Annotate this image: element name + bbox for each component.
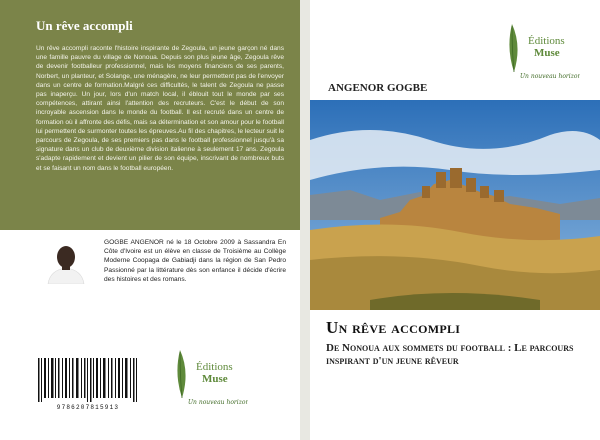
back-cover-summary: Un rêve accompli raconte l'histoire inspirante de Zegoula, un jeune garçon né dans une famille pauvre du village de Nonoua. Depuis son plus jeune âge, Zegoula rêve de devenir footballeur professionnel, mais les moyens financiers de ses parents, Norbert, un planteur, et Solange, une ménagère, ne leur permettent pas de l'envoyer dans un centre de formation.Malgré ces difficultés, le talent de Zegoula ne passe pas inaperçu. Un jour, lors d'un match local, il éblouit tout le monde par ses compétences, attirant ainsi l'attention des recruteurs. C'est le début de son incroyable ascension dans le monde du football. Il est recruté dans un centre de formation où il affronte des défis, mais sa détermination et son amour pour le football lui permettent de surmonter toutes les épreuves.Au fil des chapitres, le lecteur suit le parcours de Zegoula, de ses premiers pas dans le football professionnel jusqu'à sa signature dans un club de deuxième division italienne à seulement 17 ans. Zegoula s'adapte rapidement et devient un pilier de son équipe, inscrivant de nombreux buts et se faisant un nom dans le football européen. [36,45,284,172]
author-photo [36,240,96,284]
publisher-name-line2: Muse [534,47,560,59]
cover-photo [310,100,600,310]
publisher-name-line2: Muse [202,373,228,385]
publisher-name-line1: Éditions [196,361,233,373]
author-bio: GOGBE ANGENOR né le 18 Octobre 2009 à Sassandra En Côte d'Ivoire est un élève en classe de Troisième au Collège Moderne Coopaga de Gabiadji dans la région de San Pedro Passionné par la littérature dès son enfance il décide d'écrire des histoires et des romans. [104,239,286,283]
spine [300,0,310,440]
front-subtitle: De Nonoua aux sommets du football : Le parcours inspirant d'un jeune rêveur [326,342,574,367]
front-author-name: ANGENOR GOGBE [328,82,428,94]
back-cover-title: Un rêve accompli [36,18,133,33]
publisher-logo-front [500,14,580,84]
publisher-name-line1: Éditions [528,35,565,47]
publisher-tagline: Un nouveau horizon! [520,73,580,80]
publisher-logo-back [168,340,248,410]
barcode-number: 9786207815913 [56,404,120,411]
publisher-tagline: Un nouveau horizon! [188,399,248,406]
front-cover [310,0,600,440]
barcode-bars [34,356,142,402]
back-cover-panel [0,0,300,230]
front-title: Un rêve accompli [326,318,461,337]
